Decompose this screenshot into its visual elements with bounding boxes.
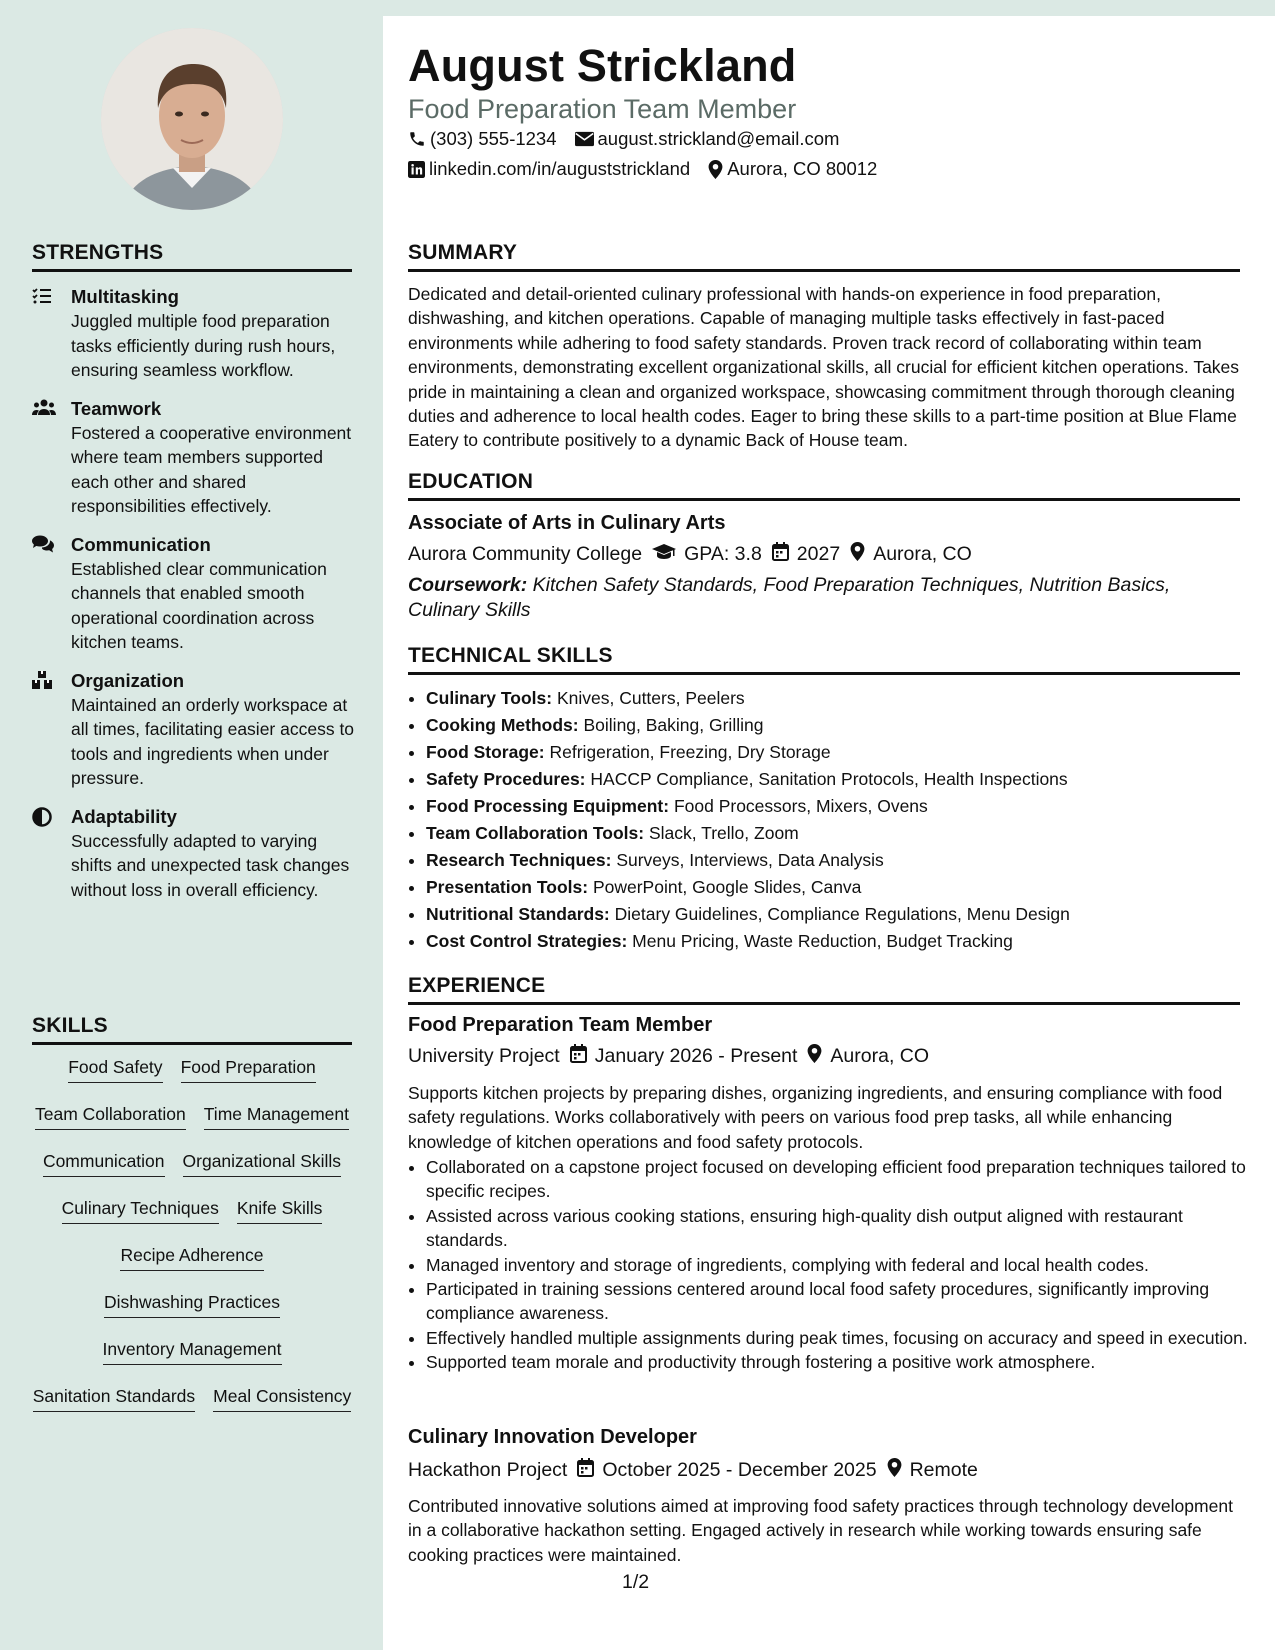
job-meta [408, 1044, 929, 1069]
skill-label: Nutritional Standards: [426, 904, 610, 924]
education-heading: EDUCATION [408, 470, 1240, 501]
skill-value: Dietary Guidelines, Compliance Regulations, Menu Design [614, 904, 1070, 924]
envelope-icon [575, 131, 594, 147]
summary-text: Dedicated and detail-oriented culinary professional with hands-on experience in food preparation, dishwashing, and kitchen operations. Capable of managing multiple tasks effectively in fast-paced environments while adhering to food safety standards. Proven track record of collaborating within team environments, demonstrating excellent organizational skills, all crucial for efficient kitchen operations. Takes pride in maintaining a clean and organized workspace, showcasing commitment through thorough cleaning duties and adherence to local health codes. Eager to bring these skills to a part-time position at Blue Flame Eatery to contribute positively to a dynamic Back of House team. [408, 284, 1240, 451]
skill-tag: Organizational Skills [183, 1150, 342, 1177]
email-contact [575, 128, 840, 150]
skill-label: Presentation Tools: [426, 877, 589, 897]
calendar-icon [570, 1044, 587, 1069]
skill-tag: Time Management [204, 1103, 349, 1130]
checklist-icon [32, 287, 54, 307]
contact-row-2 [408, 158, 877, 180]
list-item [426, 820, 1258, 847]
skill-value: PowerPoint, Google Slides, Canva [592, 877, 862, 897]
skill-label: Team Collaboration Tools: [426, 823, 645, 843]
list-item [426, 847, 1258, 874]
strengths-list [32, 285, 362, 916]
skill-label: Research Techniques: [426, 850, 612, 870]
edu-location-item [850, 542, 972, 567]
skill-value: Menu Pricing, Waste Reduction, Budget Tracking [632, 931, 1013, 951]
users-icon [32, 399, 54, 419]
gpa-item [652, 543, 762, 566]
strength-desc: Juggled multiple food preparation tasks efficiently during rush hours, ensuring seamless workflow. [71, 311, 336, 380]
job-description: Contributed innovative solutions aimed at improving food safety practices through technology development in a collaborative hackathon setting. Engaged actively in research while working towards ensuring safe cooking practices were maintained. [408, 1496, 1233, 1565]
location-contact [708, 158, 877, 180]
skill-tag: Communication [43, 1150, 165, 1177]
skills-tags [32, 1056, 352, 1432]
job-title: Food Preparation Team Member [408, 1014, 713, 1036]
job-dates-item [577, 1458, 876, 1483]
strengths-heading: STRENGTHS [32, 241, 352, 272]
calendar-icon [772, 542, 789, 567]
degree-title: Associate of Arts in Culinary Arts [408, 512, 726, 534]
list-item: • Managed inventory and storage of ingredients, complying with federal and local health codes. [426, 1253, 1258, 1277]
list-item [426, 712, 1258, 739]
list-item [426, 685, 1258, 712]
job-dates: January 2026 - Present [594, 1045, 798, 1067]
coursework [408, 573, 1208, 622]
email-text[interactable]: august.strickland@email.com [597, 128, 840, 149]
job-location-item [807, 1044, 929, 1069]
edu-location-text: Aurora, CO [873, 543, 972, 565]
skill-label: Cost Control Strategies: [426, 931, 628, 951]
comments-icon [32, 535, 54, 555]
experience-heading: EXPERIENCE [408, 974, 1240, 1005]
top-accent-bar [383, 0, 1275, 16]
boxes-icon [32, 671, 54, 691]
strength-desc: Successfully adapted to varying shifts and unexpected task changes without loss in overall efficiency. [71, 830, 350, 900]
list-item [426, 901, 1258, 928]
map-marker-icon [708, 160, 723, 179]
adjust-icon [32, 807, 54, 827]
skill-value: Knives, Cutters, Peelers [556, 688, 745, 708]
skill-tag: Knife Skills [237, 1197, 323, 1224]
skill-value: Refrigeration, Freezing, Dry Storage [549, 742, 831, 762]
list-item: • Collaborated on a capstone project focused on developing efficient food preparation techniques tailored to specific recipes. [426, 1155, 1258, 1204]
list-item: • Participated in training sessions centered around local food safety procedures, significantly improving compliance awareness. [426, 1277, 1258, 1326]
strength-desc: Maintained an orderly workspace at all times, facilitating easier access to tools and ingredients when under pressure. [71, 694, 355, 788]
contact-row-1 [408, 128, 839, 150]
map-marker-icon [850, 542, 865, 567]
skill-tag: Team Collaboration [35, 1103, 186, 1130]
map-marker-icon [807, 1044, 822, 1069]
coursework-text: Kitchen Safety Standards, Food Preparation Techniques, Nutrition Basics, Culinary Skills [408, 574, 1171, 621]
skill-tag: Dishwashing Practices [104, 1291, 280, 1318]
job-description: Supports kitchen projects by preparing dishes, organizing ingredients, and ensuring compliance with food safety regulations. Works collaboratively with peers on various food prep tasks, all while enhancing knowledge of kitchen operations and food safety protocols. [408, 1083, 1223, 1152]
job-location: Aurora, CO [830, 1045, 930, 1067]
year-text: 2027 [796, 543, 841, 565]
skill-label: Cooking Methods: [426, 715, 579, 735]
skill-tag: Inventory Management [103, 1338, 282, 1365]
linkedin-text[interactable]: linkedin.com/in/auguststrickland [429, 158, 691, 179]
job-dates: October 2025 - December 2025 [602, 1459, 877, 1481]
graduation-cap-icon [652, 543, 676, 566]
job-org: University Project [408, 1045, 560, 1067]
map-marker-icon [887, 1458, 902, 1483]
linkedin-icon [408, 161, 425, 178]
strength-item [32, 285, 362, 383]
list-item [426, 793, 1258, 820]
skill-value: Food Processors, Mixers, Ovens [673, 796, 928, 816]
page-number: 1/2 [622, 1571, 650, 1593]
skill-tag: Culinary Techniques [62, 1197, 219, 1224]
strength-title: Organization [71, 669, 185, 691]
job-location-item [887, 1458, 978, 1483]
technical-skills-heading: TECHNICAL SKILLS [408, 644, 1240, 675]
list-item [426, 874, 1258, 901]
phone-contact [408, 128, 557, 150]
technical-skills-list [408, 685, 1258, 955]
calendar-icon [577, 1458, 594, 1483]
skill-value: HACCP Compliance, Sanitation Protocols, Health Inspections [590, 769, 1068, 789]
location-text: Aurora, CO 80012 [727, 158, 878, 179]
linkedin-contact [408, 158, 690, 180]
strength-item [32, 397, 362, 519]
skill-label: Food Storage: [426, 742, 545, 762]
job-location: Remote [909, 1459, 978, 1481]
year-item [772, 542, 840, 567]
skill-label: Food Processing Equipment: [426, 796, 670, 816]
skill-label: Safety Procedures: [426, 769, 586, 789]
skill-value: Boiling, Baking, Grilling [583, 715, 764, 735]
skill-label: Culinary Tools: [426, 688, 553, 708]
strength-item [32, 805, 362, 903]
profile-photo [101, 28, 283, 210]
skill-tag: Recipe Adherence [120, 1244, 263, 1271]
summary-heading: SUMMARY [408, 241, 1240, 272]
list-item [426, 928, 1258, 955]
job-meta [408, 1458, 978, 1483]
job-org: Hackathon Project [408, 1459, 568, 1481]
candidate-title: Food Preparation Team Member [408, 94, 797, 124]
skill-value: Slack, Trello, Zoom [648, 823, 799, 843]
school-name: Aurora Community College [408, 543, 643, 565]
skill-tag: Sanitation Standards [33, 1385, 195, 1412]
strength-title: Adaptability [71, 805, 177, 827]
list-item [426, 739, 1258, 766]
strength-desc: Fostered a cooperative environment where team members supported each other and shared responsibilities effectively. [71, 422, 352, 516]
strength-item [32, 669, 362, 791]
job-title: Culinary Innovation Developer [408, 1426, 697, 1448]
skill-value: Surveys, Interviews, Data Analysis [616, 850, 884, 870]
strength-desc: Established clear communication channels that enabled smooth operational coordination across kitchen teams. [71, 558, 327, 652]
skills-heading: SKILLS [32, 1014, 352, 1045]
phone-text[interactable]: (303) 555-1234 [430, 128, 557, 149]
coursework-label: Coursework: [408, 574, 528, 596]
phone-icon [408, 130, 426, 148]
list-item [426, 766, 1258, 793]
list-item: • Supported team morale and productivity through fostering a positive work atmosphere. [426, 1350, 1258, 1374]
strength-item [32, 533, 362, 655]
job-dates-item [570, 1044, 798, 1069]
list-item: • Assisted across various cooking stations, ensuring high-quality dish output aligned with restaurant standards. [426, 1204, 1258, 1253]
list-item: • Effectively handled multiple assignments during peak times, focusing on accuracy and speed in execution. [426, 1326, 1258, 1350]
job-bullets [408, 1155, 1258, 1375]
candidate-name: August Strickland [408, 40, 797, 91]
strength-title: Multitasking [71, 286, 179, 307]
skill-tag: Meal Consistency [213, 1385, 351, 1412]
strength-title: Teamwork [71, 397, 162, 419]
strength-title: Communication [71, 533, 211, 555]
skill-tag: Food Safety [68, 1056, 162, 1083]
education-meta [408, 542, 972, 567]
gpa-text: GPA: 3.8 [684, 543, 762, 565]
skill-tag: Food Preparation [181, 1056, 316, 1083]
